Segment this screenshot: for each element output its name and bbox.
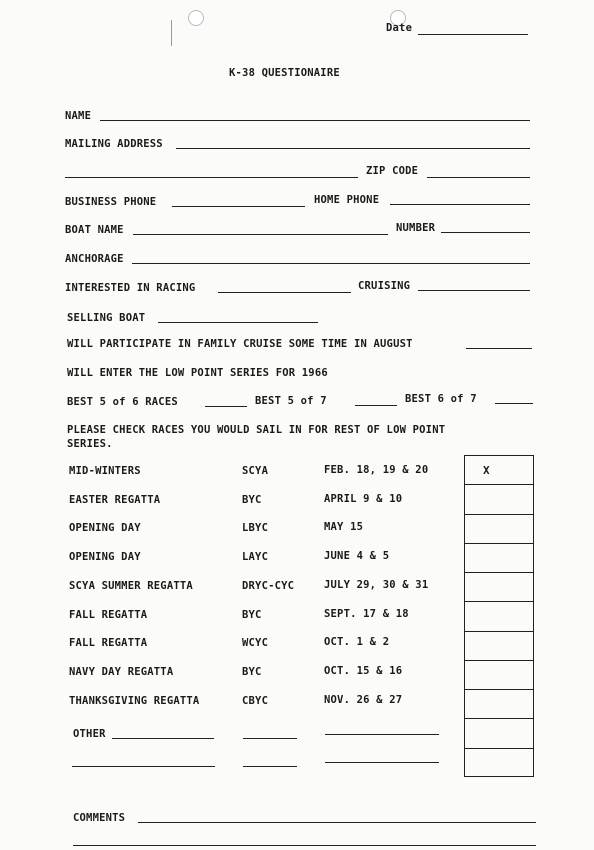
check-box-divider [464,631,534,632]
race-club: LAYC [242,551,269,563]
racing-line[interactable] [218,292,351,293]
race-event: MID-WINTERS [69,465,141,477]
home-phone-line[interactable] [390,204,530,205]
anchorage-label: ANCHORAGE [65,253,124,265]
punch-hole-left [188,10,204,26]
check-box-divider [464,748,534,749]
anchorage-line[interactable] [132,263,530,264]
race-date: NOV. 26 & 27 [324,694,403,706]
family-cruise-label: WILL PARTICIPATE IN FAMILY CRUISE SOME TIME IN AUGUST [67,338,413,350]
number-label: NUMBER [396,222,436,234]
race-date: FEB. 18, 19 & 20 [324,464,429,476]
date-label: Date [386,22,413,34]
race-club: LBYC [242,522,269,534]
check-box-divider [464,572,534,573]
race-club: DRYC-CYC [242,580,295,592]
race-date: SEPT. 17 & 18 [324,608,409,620]
other-date-line-2[interactable] [325,762,439,763]
name-label: NAME [65,110,92,122]
race-date: OCT. 1 & 2 [324,636,390,648]
race-event: EASTER REGATTA [69,494,161,506]
race-date: MAY 15 [324,521,364,533]
check-box-column [464,455,534,777]
other-date-line[interactable] [325,734,439,735]
check-box-divider [464,660,534,661]
best-6-of-7-label: BEST 6 of 7 [405,393,477,405]
check-races-instruction: PLEASE CHECK RACES YOU WOULD SAIL IN FOR REST OF LOW POINT [67,424,446,436]
other-club-line-2[interactable] [243,766,297,767]
cruising-label: CRUISING [358,280,411,292]
mailing-address-label: MAILING ADDRESS [65,138,163,150]
interested-racing-label: INTERESTED IN RACING [65,282,196,294]
staple-mark [171,20,172,46]
date-line[interactable] [418,34,528,35]
business-phone-label: BUSINESS PHONE [65,196,157,208]
race-event: OPENING DAY [69,522,141,534]
number-line[interactable] [441,232,530,233]
check-box-divider [464,718,534,719]
race-date: JUNE 4 & 5 [324,550,390,562]
race-club: BYC [242,494,262,506]
race-event: NAVY DAY REGATTA [69,666,174,678]
race-event: SCYA SUMMER REGATTA [69,580,193,592]
check-box-divider [464,543,534,544]
comments-label: COMMENTS [73,812,126,824]
check-box-divider [464,484,534,485]
other-event-line-2[interactable] [72,766,215,767]
low-point-label: WILL ENTER THE LOW POINT SERIES FOR 1966 [67,367,328,379]
race-event: THANKSGIVING REGATTA [69,695,200,707]
race-date: OCT. 15 & 16 [324,665,403,677]
other-club-line[interactable] [243,738,297,739]
race-date: APRIL 9 & 10 [324,493,403,505]
best-5-of-6-line[interactable] [205,406,247,407]
zip-code-line[interactable] [427,177,530,178]
cruising-line[interactable] [418,290,530,291]
other-label: OTHER [73,728,106,740]
race-check-mark[interactable]: X [483,464,490,477]
mailing-address-line[interactable] [176,148,530,149]
check-box-divider [464,689,534,690]
comments-line-2[interactable] [73,845,536,846]
comments-line[interactable] [138,822,536,823]
race-club: BYC [242,609,262,621]
race-club: BYC [242,666,262,678]
best-5-of-7-line[interactable] [355,405,397,406]
home-phone-label: HOME PHONE [314,194,380,206]
race-event: FALL REGATTA [69,609,148,621]
zip-code-label: ZIP CODE [366,165,419,177]
best-5-of-6-label: BEST 5 of 6 RACES [67,396,178,408]
race-event: FALL REGATTA [69,637,148,649]
best-5-of-7-label: BEST 5 of 7 [255,395,327,407]
race-date: JULY 29, 30 & 31 [324,579,429,591]
family-cruise-line[interactable] [466,348,532,349]
business-phone-line[interactable] [172,206,305,207]
check-box-divider [464,601,534,602]
race-event: OPENING DAY [69,551,141,563]
check-races-instruction-cont: SERIES. [67,438,113,450]
address-line-2[interactable] [65,177,358,178]
check-box-divider [464,514,534,515]
race-club: WCYC [242,637,269,649]
form-title: K-38 QUESTIONAIRE [229,67,340,79]
best-6-of-7-line[interactable] [495,403,533,404]
selling-boat-line[interactable] [158,322,318,323]
selling-boat-label: SELLING BOAT [67,312,146,324]
race-club: CBYC [242,695,269,707]
name-line[interactable] [100,120,530,121]
other-event-line[interactable] [112,738,214,739]
boat-name-label: BOAT NAME [65,224,124,236]
race-club: SCYA [242,465,269,477]
boat-name-line[interactable] [133,234,388,235]
